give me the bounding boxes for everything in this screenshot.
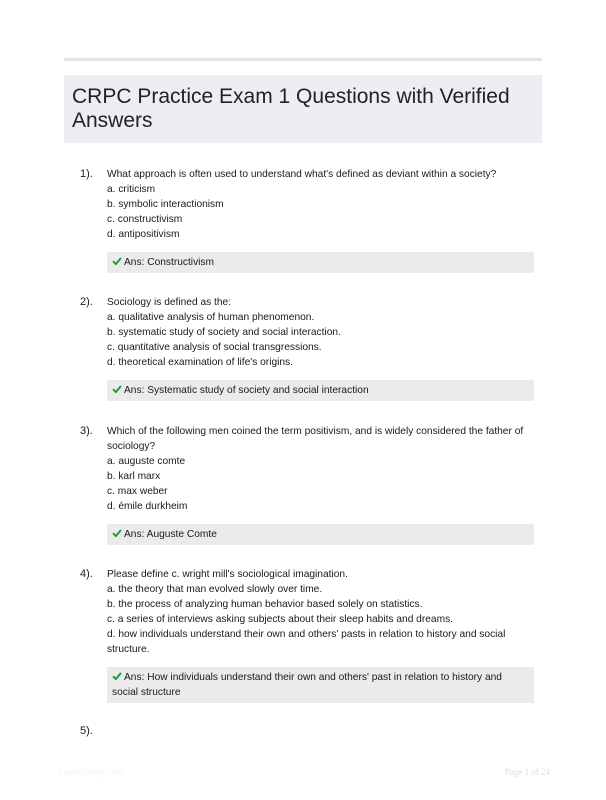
option-b: b. systematic study of society and social interaction.: [107, 327, 341, 338]
footer-page-number: Page 1 of 24: [504, 767, 550, 777]
option-c: c. constructivism: [107, 214, 183, 225]
option-c: c. quantitative analysis of social transgressions.: [107, 342, 322, 353]
question-text: Please define c. wright mill's sociological imagination.: [107, 569, 348, 580]
question-number: 4).: [80, 568, 93, 580]
option-b: b. karl marx: [107, 471, 161, 482]
option-c: c. max weber: [107, 486, 168, 497]
answer-box: [107, 380, 534, 401]
answer-text: Ans: Constructivism: [124, 257, 215, 268]
footer-site: PaperStudy.com: [58, 767, 124, 777]
check-icon: [112, 384, 122, 394]
question-text: Which of the following men coined the term positivism, and is widely considered the father of sociology?: [107, 426, 524, 452]
question-body: [107, 167, 540, 273]
option-d: d. theoretical examination of life's origins.: [107, 357, 293, 368]
question-text: Sociology is defined as the:: [107, 297, 232, 308]
question-number: 5).: [80, 725, 93, 737]
option-d: d. how individuals understand their own and others' pasts in relation to history and social structure.: [107, 629, 506, 655]
answer-text: Ans: Auguste Comte: [124, 529, 217, 540]
option-b: b. the process of analyzing human behavior based solely on statistics.: [107, 599, 423, 610]
question-number: 1).: [80, 168, 93, 180]
question-body: [107, 295, 540, 401]
question-text: What approach is often used to understand what's defined as deviant within a society?: [107, 169, 497, 180]
answer-box: [107, 524, 534, 545]
option-c: c. a series of interviews asking subjects about their sleep habits and dreams.: [107, 614, 453, 625]
title-banner: [64, 75, 542, 143]
question-number: 2).: [80, 296, 93, 308]
answer-text: Ans: How individuals understand their own and others' past in relation to history and social structure: [112, 672, 502, 698]
option-a: a. auguste comte: [107, 456, 186, 467]
question-number: 3).: [80, 425, 93, 437]
question-body: [107, 567, 540, 703]
top-divider: [64, 58, 542, 61]
option-a: a. qualitative analysis of human phenomenon.: [107, 312, 315, 323]
answer-text: Ans: Systematic study of society and social interaction: [124, 385, 369, 396]
check-icon: [112, 671, 122, 681]
check-icon: [112, 256, 122, 266]
option-d: d. émile durkheim: [107, 501, 188, 512]
option-a: a. criticism: [107, 184, 156, 195]
check-icon: [112, 528, 122, 538]
answer-box: [107, 667, 534, 703]
page-title: CRPC Practice Exam 1 Questions with Verified Answers: [72, 85, 510, 132]
option-d: d. antipositivism: [107, 229, 180, 240]
answer-box: [107, 252, 534, 273]
option-b: b. symbolic interactionism: [107, 199, 224, 210]
question-body: [107, 424, 540, 545]
option-a: a. the theory that man evolved slowly over time.: [107, 584, 323, 595]
